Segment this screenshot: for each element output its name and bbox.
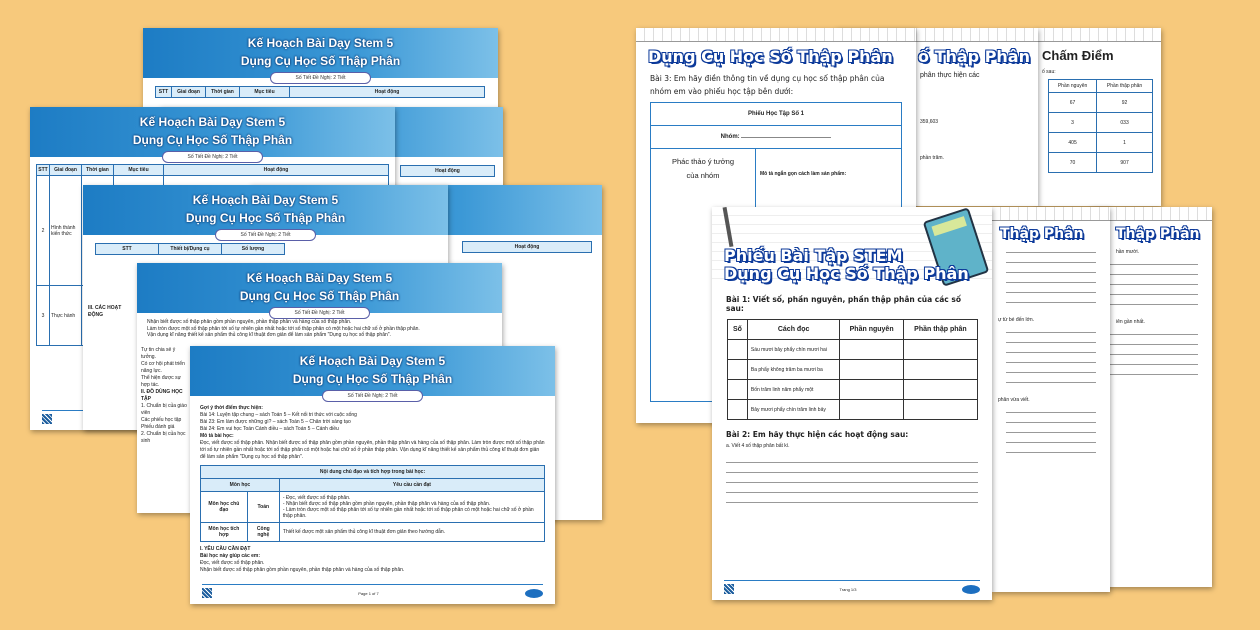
cell-line: - Nhận biết được số thập phân gồm phần nguyên, phần thập phân và hàng của số thập phân. (282, 501, 491, 507)
subject-table (200, 465, 545, 542)
cell: 70 (1049, 153, 1097, 173)
page-number: Trang 1/3 (839, 586, 857, 592)
list-item: Bài 14: Luyện tập chung – sách Toán 5 – Kết nối tri thức với cuộc sống (200, 412, 357, 418)
periods-badge: Số Tiết Đề Nghị: 2 Tiết (269, 307, 369, 319)
th: Giai đoạn (172, 87, 206, 98)
group-field[interactable] (741, 137, 831, 138)
cell: 405 (1049, 133, 1097, 153)
twinkl-logo-icon (962, 585, 980, 594)
cell: Công nghệ (247, 523, 279, 542)
question-2: Bài 2: Em hãy thực hiện các hoạt động sau: (726, 430, 909, 439)
list-item: Bài 23: Em làm được những gì? – sách Toán 5 – Chân trời sáng tạo (200, 419, 351, 425)
cell: 3 (1049, 113, 1097, 133)
title-line-1: Phiếu Bài Tập STEM (724, 246, 903, 265)
cell: Bảy mươi phẩy chín trăm linh bảy (747, 400, 840, 420)
qr-code-icon (202, 588, 212, 598)
description: Đọc, viết được số thập phân. Nhận biết được số thập phân gồm phần nguyên, phần thập phân và hàng của số thập phân. Làm tròn được một số thập phân tới số tự nhiên gần nhất hoặc tới số thập phân có một hoặc hai chữ số ở phần thập phân. Vận dụng kĩ năng thiết kế sản phẩm thủ công kĩ thuật đơn giản để làm sản phẩm "Dụng cụ học số thập phân". (200, 440, 545, 460)
title: Kế Hoạch Bài Dạy Stem 5 (192, 193, 339, 207)
worksheet-title (724, 247, 969, 283)
subtitle-title: Dụng Cụ Học Số Thập Phân (240, 54, 401, 68)
answer-cell[interactable] (840, 360, 903, 380)
title: Kế Hoạch Bài Dạy Stem 5 (299, 354, 446, 368)
list-item: Thể hiện được sự hợp tác. (141, 375, 181, 388)
th: Hoạt động (290, 87, 485, 98)
page-title: Dụng Cụ Học Số Thập Phân (648, 47, 893, 66)
subtitle-title: Dụng Cụ Học Số Thập Phân (132, 133, 293, 147)
list-item: 1. Chuẩn bị của giáo viên (141, 403, 187, 416)
label: ố sau: (1042, 69, 1056, 75)
lesson-plan-page-front[interactable] (190, 346, 555, 604)
title: Kế Hoạch Bài Dạy Stem 5 (247, 36, 394, 50)
page-header (190, 346, 555, 396)
answer-cell[interactable] (840, 340, 903, 360)
th: Phần thập phân (903, 320, 977, 340)
th: Giai đoạn (50, 165, 82, 176)
answer-cell[interactable] (903, 400, 977, 420)
th: Môn học (201, 479, 280, 492)
answer-key-page[interactable] (1036, 28, 1161, 206)
cell: Bốn trăm linh năm phẩy một (747, 380, 840, 400)
cell: 92 (1097, 93, 1153, 113)
label: Mô tả bài học: (200, 433, 234, 439)
qr-code-icon (724, 584, 734, 594)
list-item: Đọc, viết được số thập phân. (200, 560, 265, 566)
activity-table (400, 165, 495, 177)
th: STT (156, 87, 172, 98)
th: STT (96, 244, 159, 255)
exercise-table (727, 319, 978, 420)
label: Gợi ý thời điểm thực hiện: (200, 405, 263, 411)
periods-badge: Số Tiết Đề Nghị: 2 Tiết (215, 229, 315, 241)
cell: 3 (37, 286, 50, 346)
th: Yêu cầu cần đạt (279, 479, 544, 492)
subtitle-title: Dụng Cụ Học Số Thập Phân (292, 372, 453, 386)
list-item: Phiếu đánh giá (141, 424, 175, 430)
answer-cell[interactable] (903, 360, 977, 380)
section-heading: I. YÊU CẦU CẦN ĐẠT (200, 546, 251, 552)
th: Thời gian (82, 165, 114, 176)
worksheet-front-page[interactable] (712, 207, 992, 600)
th: Mục tiêu (240, 87, 290, 98)
subtitle-title: Dụng Cụ Học Số Thập Phân (185, 211, 346, 225)
list-item: Nhận biết được số thập phân gồm phần nguyên, phần thập phân và hàng của số thập phân. (200, 567, 405, 573)
th: Nội dung chủ đạo và tích hợp trong bài học: (201, 466, 545, 479)
cell: 907 (1097, 153, 1153, 173)
title: Kế Hoạch Bài Dạy Stem 5 (246, 271, 393, 285)
cell: Môn học tích hợp (201, 523, 248, 542)
title-line-2: Dụng Cụ Học Số Thập Phân (724, 264, 969, 283)
th: Thời gian (206, 87, 240, 98)
list-item: Bài 24: Em vui học Toán Cánh diều – sách Toán 5 – Cánh diều (200, 426, 339, 432)
number: 359,603 (920, 119, 939, 125)
answer-cell[interactable] (903, 380, 977, 400)
text: phần trăm. (920, 155, 944, 161)
text: iên gần nhất. (1116, 319, 1145, 325)
th: Hoạt động (463, 242, 592, 253)
answer-cell[interactable] (903, 340, 977, 360)
page-header (143, 28, 498, 78)
list-item: Vận dụng kĩ năng thiết kế sản phẩm thủ công kĩ thuật đơn giản để làm sản phẩm "Dụng cụ học số thập phân". (147, 332, 391, 338)
cell: 1 (1097, 133, 1153, 153)
objectives-list (137, 319, 502, 339)
page-title: Thập Phân (1116, 226, 1200, 242)
page-title: Thập Phân (1000, 226, 1084, 242)
cell-line: - Làm tròn được một số thập phân tới số tự nhiên gần nhất hoặc tới số thập phân có một hoặc hai chữ số ở phần thập phân. (282, 507, 534, 519)
th: Hoạt động (401, 166, 495, 177)
worksheet-page-5[interactable] (992, 207, 1110, 592)
page-number: Page 1 of 7 (358, 590, 379, 596)
page-header (30, 107, 395, 157)
title: Kế Hoạch Bài Dạy Stem 5 (139, 115, 286, 129)
footer (724, 580, 980, 594)
list-item: 2. Chuẩn bị của học sinh (141, 431, 186, 444)
page-header (137, 263, 502, 313)
th: Phần nguyên (840, 320, 903, 340)
text: hần mười. (1116, 249, 1140, 255)
th: Số (728, 320, 748, 340)
periods-badge: Số Tiết Đề Nghị: 2 Tiết (162, 151, 262, 163)
qr-code-icon (42, 414, 52, 424)
list-item: Làm tròn được một số thập phân tới số tự nhiên gần nhất hoặc tới số thập phân có một hoặc hai chữ số ở phần thập phân. (147, 325, 420, 332)
cell: 2 (37, 176, 50, 286)
list-item: Các phiếu học tập (141, 417, 182, 423)
th: STT (37, 165, 50, 176)
cell: Hình thành kiến thức (50, 176, 82, 286)
th: Phần thập phân (1097, 80, 1153, 93)
cell: 033 (1097, 113, 1153, 133)
th: Số lượng (222, 244, 285, 255)
twinkl-logo-icon (525, 589, 543, 598)
protractor-illustration (1036, 28, 1161, 42)
draft-label: Phác thảo ý tưởng của nhóm (651, 149, 756, 389)
th: Phần nguyên (1049, 80, 1097, 93)
text: ự từ bé đến lớn. (998, 317, 1035, 323)
list-item: Có cơ hội phát triển năng lực. (141, 361, 185, 374)
describe-label: Mô tả ngắn gọn cách làm sản phẩm: (760, 171, 847, 177)
cell: Thiết kế được một sản phẩm thủ công kĩ thuật đơn giản theo hướng dẫn. (279, 523, 544, 542)
cell: Ba phẩy không trăm ba mươi ba (747, 360, 840, 380)
cell-line: - Đọc, viết được số thập phân. (282, 495, 351, 501)
cell: 67 (1049, 93, 1097, 113)
label: Bài học này giúp các em: (200, 553, 261, 559)
th: Cách đọc (747, 320, 840, 340)
equipment-table (95, 243, 285, 255)
cell: Thực hành (50, 286, 82, 346)
question: Bài 3: Em hãy điền thông tin về dụng cụ học số thập phân của nhóm em vào phiếu học tập bên dưới: (650, 74, 885, 96)
question-2a: a. Viết 4 số thập phân bất kì. (726, 443, 790, 449)
periods-badge: Số Tiết Đề Nghị: 2 Tiết (322, 390, 422, 402)
cell: Sáu mươi bảy phẩy chín mươi hai (747, 340, 840, 360)
answer-table (1048, 79, 1153, 173)
question: phân thực hiện các (920, 72, 980, 79)
protractor-illustration (992, 207, 1110, 221)
question-1: Bài 1: Viết số, phần nguyên, phần thập phân của các số sau: (726, 295, 961, 313)
card-title: Phiếu Học Tập Số 1 (651, 103, 901, 126)
list-item: Nhận biết được số thập phân gồm phần nguyên, phần thập phân và hàng của số thập phân. (147, 319, 352, 325)
th: Hoạt động (164, 165, 389, 176)
answer-cell[interactable] (840, 380, 903, 400)
page-title: Chấm Điểm (1042, 48, 1114, 63)
cell: Môn học chủ đạo (201, 492, 248, 523)
cell: Toán (247, 492, 279, 523)
subtitle-title: Dụng Cụ Học Số Thập Phân (239, 289, 400, 303)
page-header (83, 185, 448, 235)
ruler-illustration (636, 28, 916, 42)
periods-badge: Số Tiết Đề Nghị: 2 Tiết (270, 72, 370, 84)
footer (202, 584, 543, 598)
section-heading: II. ĐỒ DÙNG HỌC TẬP (141, 389, 183, 402)
answer-cell[interactable] (840, 400, 903, 420)
objectives-list-continued (141, 347, 187, 445)
th: Thiết bị/Dụng cụ (159, 244, 222, 255)
th: Mục tiêu (114, 165, 164, 176)
group-label: Nhóm: (720, 134, 740, 140)
list-item: Tự tin chia sẻ ý tưởng. (141, 347, 176, 360)
section-heading: III. CÁC HOẠT ĐỘNG (88, 305, 122, 318)
compass-icon (723, 207, 734, 247)
text: phân vừa viết. (998, 397, 1030, 403)
activity-table (155, 86, 485, 98)
activity-table (462, 241, 592, 253)
page-title: ố Thập Phân (918, 47, 1030, 66)
stationery-illustration (712, 207, 992, 287)
